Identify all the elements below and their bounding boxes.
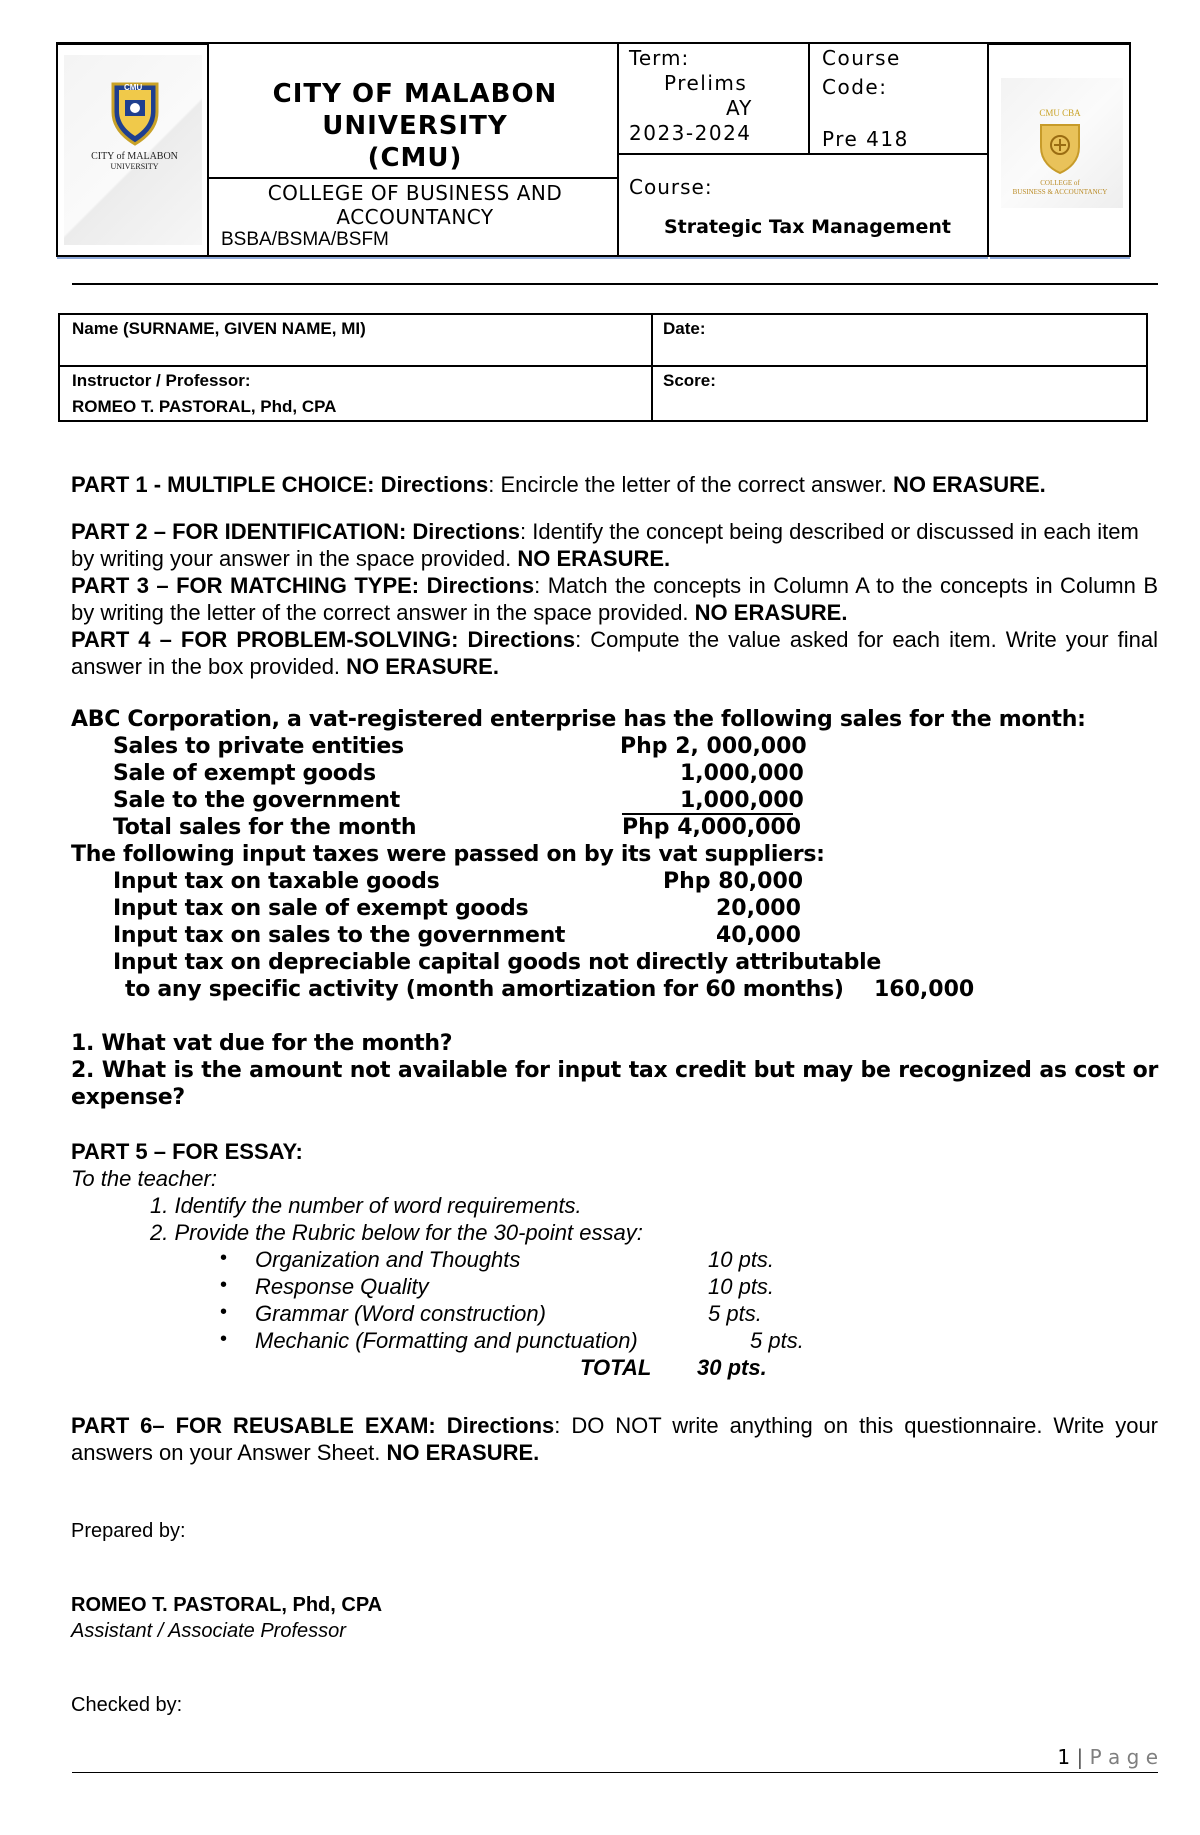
course-code-label-2: Code:	[822, 75, 888, 99]
rubric-bullet-1: •	[220, 1247, 228, 1269]
course-value: Strategic Tax Management	[664, 216, 951, 238]
capital-goods-value: 160,000	[874, 977, 975, 1002]
college-name-line1: COLLEGE OF BUSINESS AND	[267, 181, 563, 205]
name-cell[interactable]	[58, 313, 653, 367]
rubric-bullet-3: •	[220, 1301, 228, 1323]
input-label-1: Input tax on taxable goods	[113, 869, 440, 894]
left-logo-cell	[56, 43, 209, 257]
preparer-title: Assistant / Associate Professor	[71, 1620, 346, 1642]
preparer-name: ROMEO T. PASTORAL, Phd, CPA	[71, 1594, 383, 1616]
rubric-label-1: Organization and Thoughts	[255, 1247, 521, 1272]
rubric-label-4: Mechanic (Formatting and punctuation)	[255, 1328, 638, 1353]
essay-item-1: 1. Identify the number of word requirements.	[150, 1193, 582, 1218]
university-name-line2: UNIVERSITY	[322, 111, 508, 141]
problem-intro: ABC Corporation, a vat-registered enterprise has the following sales for the month:	[71, 707, 1086, 732]
page-number-area	[1057, 1745, 1158, 1769]
part2-instructions: PART 2 – FOR IDENTIFICATION: Directions: Identify the concept being described or discussed in each item by writing your answer in the space provided. NO ERASURE.	[71, 519, 1139, 571]
prepared-by-label: Prepared by:	[71, 1520, 186, 1542]
rubric-bullet-4: •	[220, 1328, 228, 1350]
instructions-block	[71, 471, 1158, 680]
rubric-pts-3: 5 pts.	[708, 1301, 762, 1326]
left-logo-caption-2: UNIVERSITY	[110, 162, 159, 171]
course-code-label-1: Course	[822, 46, 901, 70]
essay-title: PART 5 – FOR ESSAY:	[71, 1139, 303, 1164]
input-label-2: Input tax on sale of exempt goods	[113, 896, 529, 921]
cba-logo-label: CMU CBA	[1039, 108, 1081, 118]
university-acronym: (CMU)	[367, 143, 463, 173]
part3-instructions: PART 3 – FOR MATCHING TYPE: Directions: Match the concepts in Column A to the concepts in Column B by writing the letter of the correct answer in the space provided. NO ERASURE.	[71, 573, 1158, 625]
sales-value-4: Php 4,000,000	[622, 815, 802, 840]
right-logo-cell	[989, 43, 1131, 257]
instructor-cell	[58, 365, 653, 422]
question-1: 1. What vat due for the month?	[71, 1031, 453, 1056]
date-label: Date:	[663, 319, 706, 338]
page-separator: |	[1076, 1745, 1090, 1769]
ay-label: AY	[726, 96, 753, 120]
rubric-pts-1: 10 pts.	[708, 1247, 775, 1272]
course-code-value: Pre 418	[822, 127, 909, 151]
cmu-logo-label: CMU	[124, 83, 143, 92]
rubric-pts-4: 5 pts.	[750, 1328, 804, 1353]
sales-value-2: 1,000,000	[680, 761, 804, 786]
right-logo-caption-2: BUSINESS & ACCOUNTANCY	[1012, 188, 1108, 196]
sales-label-2: Sale of exempt goods	[113, 761, 376, 786]
rubric-total-label: TOTAL	[580, 1355, 652, 1380]
course-label: Course:	[629, 175, 713, 199]
essay-item-2: 2. Provide the Rubric below for the 30-point essay:	[150, 1220, 643, 1245]
sales-value-3: 1,000,000	[680, 788, 804, 813]
rubric-bullet-2: •	[220, 1274, 228, 1296]
ay-value: 2023-2024	[629, 121, 752, 145]
term-value: Prelims	[664, 71, 748, 95]
sales-value-1: Php 2, 000,000	[620, 734, 807, 759]
essay-to-teacher: To the teacher:	[71, 1166, 217, 1191]
checked-by-label: Checked by:	[71, 1694, 183, 1716]
input-value-3: 40,000	[716, 923, 801, 948]
question-2-line2: expense?	[71, 1085, 185, 1110]
programs-label: BSBA/BSMA/BSFM	[221, 229, 389, 250]
question-2-line1: 2. What is the amount not available for input tax credit but may be recognized as cost or	[71, 1058, 1158, 1083]
term-cell	[617, 42, 810, 155]
university-name-line1: CITY OF MALABON	[272, 79, 558, 109]
capital-goods-line1: Input tax on depreciable capital goods not directly attributable	[113, 950, 881, 975]
rubric-label-2: Response Quality	[255, 1274, 429, 1299]
part4-instructions: PART 4 – FOR PROBLEM-SOLVING: Directions: Compute the value asked for each item. Write your final answer in the box provided. NO ERASURE.	[71, 627, 1158, 679]
rubric-label-3: Grammar (Word construction)	[255, 1301, 546, 1326]
course-cell	[617, 153, 989, 257]
sales-label-3: Sale to the government	[113, 788, 400, 813]
footer-divider	[72, 1772, 1158, 1773]
college-cell	[207, 177, 619, 257]
right-logo-caption-1: COLLEGE of	[1040, 179, 1080, 187]
input-value-1: Php 80,000	[663, 869, 804, 894]
header-divider	[72, 283, 1158, 285]
score-cell[interactable]	[651, 365, 1148, 422]
score-label: Score:	[663, 371, 716, 390]
course-code-cell	[808, 42, 989, 155]
capital-goods-line2: to any specific activity (month amortization for 60 months)	[125, 977, 844, 1002]
term-label: Term:	[629, 46, 690, 70]
instructor-name: ROMEO T. PASTORAL, Phd, CPA	[72, 397, 337, 416]
part1-instructions: PART 1 - MULTIPLE CHOICE: Directions: Encircle the letter of the correct answer. NO ERASURE.	[71, 472, 1046, 497]
college-name-line2: ACCOUNTANCY	[336, 205, 494, 229]
cba-seal-icon	[1037, 121, 1083, 175]
part6-instructions: PART 6– FOR REUSABLE EXAM: Directions: DO NOT write anything on this questionnaire. Write your answers on your Answer Sheet. NO ERASURE.	[71, 1413, 1159, 1465]
rubric-pts-2: 10 pts.	[708, 1274, 775, 1299]
date-cell[interactable]	[651, 313, 1148, 367]
rubric-total-pts: 30 pts.	[697, 1355, 767, 1380]
page-number: 1	[1057, 1745, 1071, 1769]
input-intro: The following input taxes were passed on by its vat suppliers:	[71, 842, 825, 867]
university-cell	[207, 42, 619, 179]
name-label: Name (SURNAME, GIVEN NAME, MI)	[72, 319, 366, 338]
sales-label-4: Total sales for the month	[113, 815, 417, 840]
left-logo-caption-1: CITY of MALABON	[91, 151, 178, 162]
input-value-2: 20,000	[716, 896, 801, 921]
page-label: P a g e	[1089, 1745, 1158, 1769]
input-label-3: Input tax on sales to the government	[113, 923, 566, 948]
sales-label-1: Sales to private entities	[113, 734, 404, 759]
instructor-label: Instructor / Professor:	[72, 371, 251, 390]
